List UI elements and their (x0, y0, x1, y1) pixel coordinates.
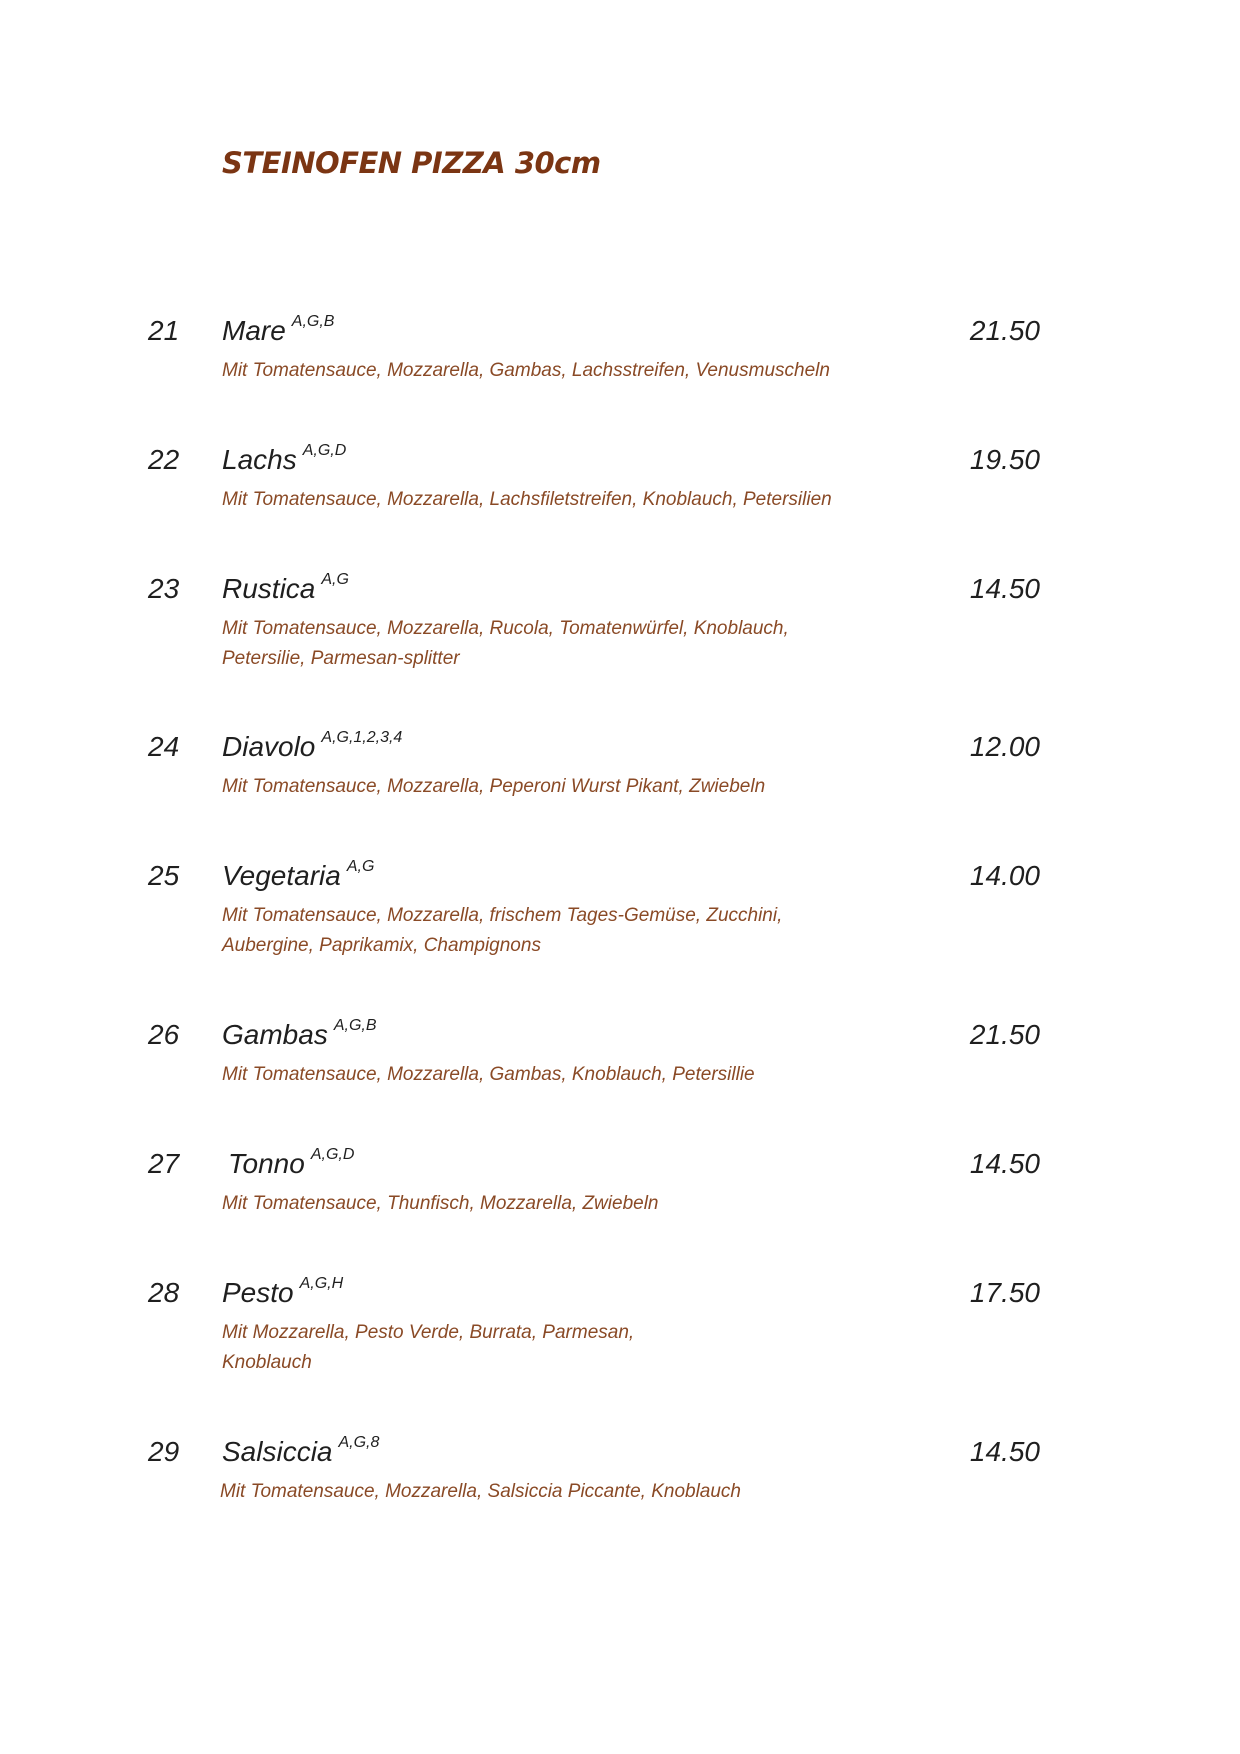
item-number: 23 (148, 573, 180, 604)
item-name-group (222, 859, 374, 898)
item-price: 14.00 (969, 860, 1040, 891)
item-name: Vegetaria (222, 860, 341, 891)
item-number: 26 (148, 1019, 180, 1050)
item-allergens: A,G,B (291, 313, 335, 330)
item-name-group (222, 572, 349, 611)
item-description: Mit Tomatensauce, Mozzarella, Lachsfiletstreifen, Knoblauch, Petersilien (222, 489, 832, 510)
item-price: 21.50 (969, 315, 1040, 346)
item-number: 21 (148, 315, 180, 346)
item-description: Mit Tomatensauce, Mozzarella, Rucola, Tomatenwürfel, Knoblauch, Petersilie, Parmesan-splitter (222, 618, 789, 669)
item-number: 27 (148, 1148, 180, 1179)
item-allergens: A,G,D (302, 442, 347, 459)
item-price: 14.50 (969, 1436, 1040, 1467)
item-allergens: A,G (321, 571, 349, 588)
item-number: 24 (148, 731, 180, 762)
item-price: 19.50 (969, 444, 1040, 475)
item-description: Mit Tomatensauce, Thunfisch, Mozzarella, Zwiebeln (222, 1193, 659, 1214)
item-name-group (222, 1018, 377, 1057)
item-name: Rustica (222, 573, 316, 604)
item-price: 17.50 (969, 1277, 1040, 1308)
item-name-group (222, 730, 402, 769)
item-name-group (222, 1435, 379, 1474)
item-name: Lachs (222, 444, 297, 475)
item-description: Mit Tomatensauce, Mozzarella, Gambas, Lachsstreifen, Venusmuscheln (222, 360, 830, 381)
item-name: Gambas (222, 1019, 328, 1050)
item-description: Mit Tomatensauce, Mozzarella, frischem Tages-Gemüse, Zucchini, Aubergine, Paprikamix, Champignons (222, 905, 783, 956)
item-name-group (222, 443, 346, 482)
item-allergens: A,G (346, 858, 375, 875)
item-allergens: A,G,B (333, 1017, 377, 1034)
item-name: Tonno (228, 1148, 305, 1179)
item-name-group (222, 1276, 343, 1315)
item-price: 14.50 (969, 1148, 1040, 1179)
item-description: Mit Tomatensauce, Mozzarella, Gambas, Knoblauch, Petersillie (222, 1064, 755, 1085)
item-name-group (228, 1147, 354, 1186)
item-number: 28 (148, 1277, 180, 1308)
item-number: 22 (148, 444, 180, 475)
item-number: 29 (148, 1436, 180, 1467)
item-description: Mit Tomatensauce, Mozzarella, Peperoni Wurst Pikant, Zwiebeln (222, 776, 766, 797)
item-description: Mit Mozzarella, Pesto Verde, Burrata, Parmesan, Knoblauch (222, 1322, 635, 1373)
item-price: 14.50 (969, 573, 1040, 604)
item-name: Diavolo (222, 731, 316, 762)
item-description: Mit Tomatensauce, Mozzarella, Salsiccia Piccante, Knoblauch (220, 1481, 741, 1502)
item-price: 12.00 (969, 731, 1040, 762)
item-name-group (222, 314, 334, 353)
item-name: Pesto (222, 1277, 294, 1308)
item-number: 25 (148, 860, 180, 891)
item-allergens: A,G,1,2,3,4 (321, 729, 403, 746)
item-price: 21.50 (969, 1019, 1040, 1050)
item-name: Mare (222, 315, 286, 346)
item-allergens: A,G,D (310, 1146, 355, 1163)
item-allergens: A,G,H (299, 1275, 344, 1292)
item-name: Salsiccia (222, 1436, 333, 1467)
item-allergens: A,G,8 (338, 1434, 380, 1451)
page-title: STEINOFEN PIZZA 30cm (222, 146, 601, 180)
